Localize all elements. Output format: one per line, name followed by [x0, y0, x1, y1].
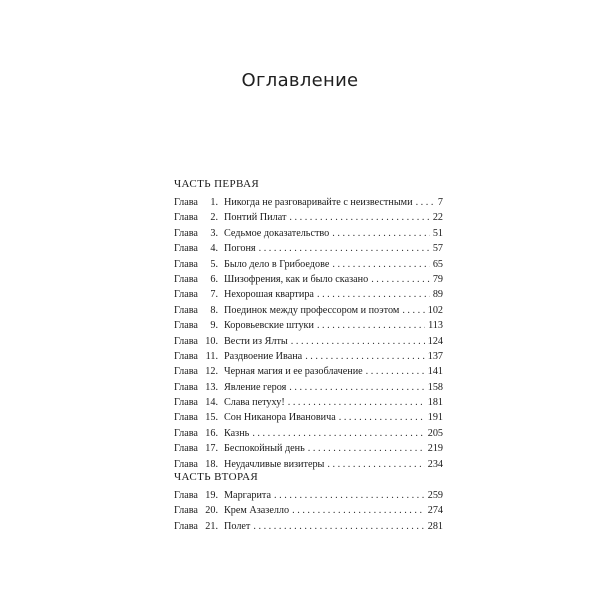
chapter-word: Глава	[174, 197, 198, 208]
chapter-title: Неудачливые визитеры	[224, 458, 325, 470]
chapter-word: Глава	[174, 320, 198, 332]
dot-leader	[259, 241, 430, 256]
chapter-page-number: 141	[427, 366, 443, 378]
chapter-number: 11.	[205, 350, 218, 362]
page-title: Оглавление	[241, 70, 359, 91]
toc-entry	[174, 303, 443, 318]
toc-entry	[174, 426, 443, 441]
toc-entry	[174, 210, 443, 225]
chapter-title: Понтий Пилат	[224, 212, 287, 224]
chapter-number: 17.	[205, 443, 218, 455]
toc-entry	[174, 272, 443, 287]
chapter-title: Раздвоение Ивана	[224, 350, 303, 362]
chapter-word: Глава	[174, 289, 198, 301]
chapter-word: Глава	[174, 397, 198, 409]
toc-entry	[174, 380, 443, 395]
toc-entry	[174, 195, 443, 210]
chapter-word: Глава	[174, 273, 198, 285]
chapter-number: 14.	[205, 397, 218, 409]
dot-leader	[332, 257, 429, 272]
dot-leader	[274, 488, 425, 503]
chapter-number: 9.	[210, 320, 218, 332]
chapter-word: Глава	[174, 427, 198, 439]
chapter-page-number: 274	[427, 505, 443, 517]
dot-leader	[402, 303, 424, 318]
chapter-number: 7.	[210, 289, 218, 301]
part-one-heading: ЧАСТЬ ПЕРВАЯ	[174, 178, 260, 190]
chapter-number: 21.	[205, 520, 218, 532]
dot-leader	[289, 210, 429, 225]
chapter-word: Глава	[174, 458, 198, 470]
chapter-number: 20.	[205, 505, 218, 517]
chapter-number: 12.	[205, 366, 218, 378]
chapter-title: Было дело в Грибоедове	[224, 258, 330, 270]
dot-leader	[292, 503, 425, 518]
toc-entry	[174, 519, 443, 534]
chapter-number: 8.	[210, 304, 218, 316]
toc-entry	[174, 241, 443, 256]
chapter-title: Поединок между профессором и поэтом	[224, 304, 400, 316]
chapter-word: Глава	[174, 443, 198, 455]
chapter-title: Нехорошая квартира	[224, 289, 314, 301]
dot-leader	[317, 287, 430, 302]
chapter-page-number: 205	[427, 427, 443, 439]
chapter-number: 13.	[205, 381, 218, 393]
dot-leader	[317, 318, 425, 333]
dot-leader	[416, 195, 435, 210]
dot-leader	[339, 410, 425, 425]
chapter-word: Глава	[174, 505, 198, 517]
dot-leader	[289, 380, 424, 395]
chapter-page-number: 281	[427, 520, 443, 532]
chapter-page-number: 89	[432, 289, 443, 301]
dot-leader	[291, 334, 425, 349]
chapter-title: Погоня	[224, 243, 256, 255]
toc-entry	[174, 364, 443, 379]
chapter-page-number: 181	[427, 397, 443, 409]
part-one-chapter-list	[174, 195, 443, 472]
chapter-word: Глава	[174, 258, 198, 270]
chapter-title: Седьмое доказательство	[224, 227, 330, 239]
chapter-page-number: 137	[427, 350, 443, 362]
chapter-number: 18.	[205, 458, 218, 470]
chapter-title: Казнь	[224, 427, 250, 439]
chapter-page-number: 234	[427, 458, 443, 470]
toc-entry	[174, 457, 443, 472]
toc-entry	[174, 441, 443, 456]
chapter-page-number: 191	[427, 412, 443, 424]
dot-leader	[288, 395, 425, 410]
chapter-word: Глава	[174, 381, 198, 393]
toc-entry	[174, 287, 443, 302]
chapter-word: Глава	[174, 304, 198, 316]
chapter-title: Слава петуху!	[224, 397, 285, 409]
chapter-page-number: 113	[428, 320, 443, 332]
toc-entry	[174, 257, 443, 272]
chapter-page-number: 79	[432, 273, 443, 285]
dot-leader	[252, 426, 424, 441]
chapter-word: Глава	[174, 412, 198, 424]
chapter-title: Явление героя	[224, 381, 287, 393]
chapter-title: Крем Азазелло	[224, 505, 290, 517]
chapter-word: Глава	[174, 335, 198, 347]
dot-leader	[366, 364, 425, 379]
chapter-word: Глава	[174, 243, 198, 255]
dot-leader	[371, 272, 430, 287]
toc-entry	[174, 226, 443, 241]
chapter-word: Глава	[174, 350, 198, 362]
toc-entry	[174, 395, 443, 410]
chapter-number: 2.	[210, 212, 218, 224]
chapter-title: Никогда не разговаривайте с неизвестными	[224, 197, 413, 208]
chapter-page-number: 65	[432, 258, 443, 270]
chapter-number: 19.	[205, 490, 218, 501]
chapter-title: Черная магия и ее разоблачение	[224, 366, 363, 378]
dot-leader	[305, 349, 425, 364]
toc-entry	[174, 488, 443, 503]
chapter-page-number: 22	[432, 212, 443, 224]
chapter-page-number: 219	[427, 443, 443, 455]
chapter-word: Глава	[174, 366, 198, 378]
toc-entry	[174, 349, 443, 364]
dot-leader	[332, 226, 430, 241]
chapter-page-number: 158	[427, 381, 443, 393]
chapter-page-number: 7	[437, 197, 443, 208]
chapter-number: 5.	[210, 258, 218, 270]
chapter-page-number: 51	[432, 227, 443, 239]
chapter-number: 16.	[205, 427, 218, 439]
chapter-title: Вести из Ялты	[224, 335, 288, 347]
chapter-number: 3.	[210, 227, 218, 239]
dot-leader	[308, 441, 425, 456]
chapter-word: Глава	[174, 520, 198, 532]
toc-entry	[174, 318, 443, 333]
chapter-title: Шизофрения, как и было сказано	[224, 273, 369, 285]
chapter-number: 10.	[205, 335, 218, 347]
dot-leader	[253, 519, 424, 534]
toc-entry	[174, 334, 443, 349]
chapter-title: Маргарита	[224, 490, 272, 501]
chapter-number: 6.	[210, 273, 218, 285]
chapter-title: Сон Никанора Ивановича	[224, 412, 336, 424]
toc-entry	[174, 503, 443, 518]
chapter-title: Беспокойный день	[224, 443, 305, 455]
chapter-word: Глава	[174, 490, 198, 501]
chapter-number: 15.	[205, 412, 218, 424]
chapter-page-number: 57	[432, 243, 443, 255]
chapter-page-number: 259	[427, 490, 443, 501]
chapter-number: 1.	[210, 197, 218, 208]
chapter-page-number: 124	[427, 335, 443, 347]
chapter-number: 4.	[210, 243, 218, 255]
chapter-word: Глава	[174, 212, 198, 224]
chapter-word: Глава	[174, 227, 198, 239]
dot-leader	[327, 457, 424, 472]
part-two-heading: ЧАСТЬ ВТОРАЯ	[174, 471, 259, 483]
chapter-page-number: 102	[427, 304, 443, 316]
toc-entry	[174, 410, 443, 425]
part-two-chapter-list	[174, 488, 443, 534]
chapter-title: Полет	[224, 520, 251, 532]
chapter-title: Коровьевские штуки	[224, 320, 314, 332]
